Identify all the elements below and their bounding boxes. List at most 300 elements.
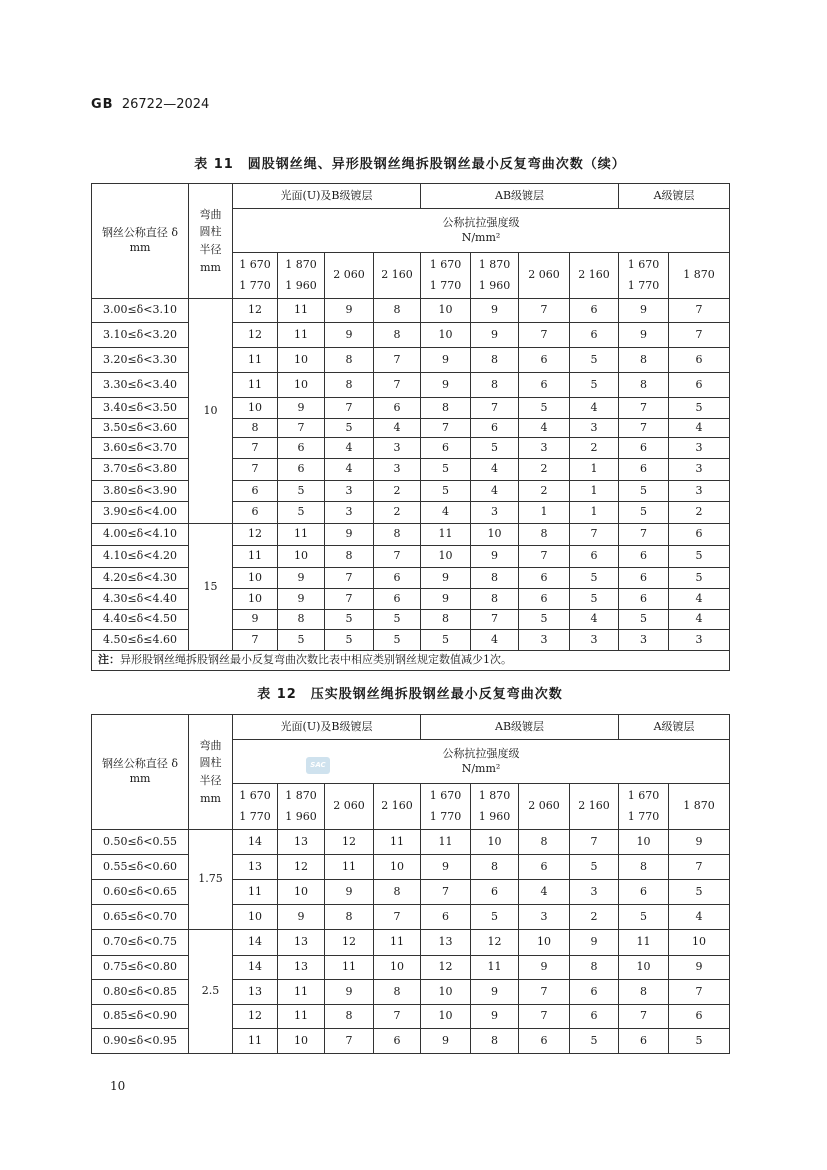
bend-count: 3 [325,481,374,502]
grade-header [233,784,278,830]
table11-caption: 表 11 圆股钢丝绳、异形股钢丝绳拆股钢丝最小反复弯曲次数（续） [194,157,626,172]
bend-count: 13 [278,830,325,855]
bend-count: 4 [570,398,619,419]
bend-count: 3 [669,438,730,459]
diameter-label: 钢丝公称直径 δ [101,226,179,240]
grade-value: 1 770 [627,278,660,292]
bend-count: 4 [471,481,519,502]
diameter-range: 4.20≤δ<4.30 [92,568,189,589]
bend-count: 7 [374,905,421,930]
table-row [92,980,730,1005]
bend-count: 6 [233,481,278,502]
bend-count: 6 [570,323,619,348]
grade-value: 2 160 [381,268,413,282]
bend-count: 11 [421,524,471,546]
bend-count: 5 [421,481,471,502]
grade-value: 1 770 [627,809,660,823]
grade-value: 2 160 [578,268,610,282]
diameter-range: 0.80≤δ<0.85 [92,980,189,1005]
bend-count: 2 [669,502,730,524]
bend-count: 4 [519,419,570,438]
grade-value: 1 870 [478,257,511,271]
bend-count: 8 [325,546,374,568]
bend-count: 14 [233,830,278,855]
diameter-range: 0.70≤δ<0.75 [92,930,189,956]
table-row [92,502,730,524]
bend-count: 7 [325,568,374,589]
bend-count: 10 [278,373,325,398]
bend-count: 12 [421,956,471,980]
bend-count: 3 [619,630,669,651]
grade-value: 1 770 [239,278,271,292]
grade-header [421,253,471,299]
bend-count: 9 [669,830,730,855]
bend-count: 4 [519,880,570,905]
bend-count: 5 [669,546,730,568]
bend-count: 8 [619,348,669,373]
grade-header [325,784,374,830]
table11-note-row [92,651,730,671]
bend-count: 8 [471,373,519,398]
bend-count: 9 [471,1005,519,1029]
bend-count: 5 [619,481,669,502]
bend-count: 11 [278,1005,325,1029]
bend-count: 6 [570,546,619,568]
bend-count: 7 [519,299,570,323]
table-row [92,930,730,956]
diameter-range: 4.00≤δ<4.10 [92,524,189,546]
strength-label: 公称抗拉强度级 [442,746,520,760]
bend-count: 5 [278,502,325,524]
bend-count: 3 [519,905,570,930]
bend-count: 10 [278,546,325,568]
bend-count: 8 [471,568,519,589]
standard-code: GB [91,97,114,112]
bend-count: 7 [619,419,669,438]
bend-count: 8 [374,299,421,323]
radius-header [189,184,233,299]
bend-count: 5 [619,610,669,630]
bend-count: 7 [570,524,619,546]
grade-header [374,253,421,299]
bend-count: 10 [421,299,471,323]
group-header-ab: AB级镀层 [421,715,619,740]
bend-count: 12 [325,930,374,956]
grade-value: 1 870 [285,257,317,271]
bend-count: 5 [325,630,374,651]
bend-count: 9 [278,568,325,589]
grade-value: 1 960 [285,278,317,292]
bend-count: 7 [619,1005,669,1029]
bend-count: 14 [233,930,278,956]
bend-radius: 15 [189,524,233,651]
table-row [92,589,730,610]
bend-count: 7 [570,830,619,855]
bend-count: 10 [421,323,471,348]
bend-count: 8 [374,323,421,348]
bend-count: 6 [374,1029,421,1054]
grade-value: 1 870 [478,788,511,802]
group-header-ab: AB级镀层 [421,184,619,209]
bend-count: 5 [374,610,421,630]
group-header-u-b: 光面(U)及B级镀层 [233,715,421,740]
table-row [92,546,730,568]
bend-count: 7 [325,398,374,419]
bend-count: 8 [278,610,325,630]
bend-count: 6 [619,880,669,905]
bend-count: 12 [278,855,325,880]
sac-watermark-logo: SAC [306,757,330,774]
diameter-range: 0.65≤δ<0.70 [92,905,189,930]
radius-header-line: mm [200,791,221,805]
diameter-range: 0.50≤δ<0.55 [92,830,189,855]
bend-count: 8 [421,610,471,630]
bend-count: 9 [325,980,374,1005]
diameter-label: 钢丝公称直径 δ [101,757,179,771]
bend-count: 9 [471,546,519,568]
bend-count: 6 [669,373,730,398]
bend-count: 6 [570,299,619,323]
grade-header [421,784,471,830]
bend-count: 7 [325,1029,374,1054]
grade-value: 1 670 [429,257,462,271]
bend-count: 7 [519,1005,570,1029]
bend-count: 5 [669,880,730,905]
bend-count: 5 [570,855,619,880]
bend-count: 11 [374,830,421,855]
bend-count: 3 [519,630,570,651]
bend-count: 4 [421,502,471,524]
diameter-range: 0.75≤δ<0.80 [92,956,189,980]
diameter-range: 0.60≤δ<0.65 [92,880,189,905]
bend-count: 8 [325,1005,374,1029]
table12 [91,714,730,1054]
bend-count: 1 [570,459,619,481]
bend-count: 7 [233,630,278,651]
bend-count: 2 [374,502,421,524]
diameter-header [92,715,189,830]
table-row [92,438,730,459]
bend-count: 5 [570,568,619,589]
table-row [92,323,730,348]
bend-count: 11 [278,980,325,1005]
table-row [92,1005,730,1029]
bend-count: 11 [374,930,421,956]
bend-count: 10 [519,930,570,956]
grade-value: 2 060 [333,268,365,282]
diameter-range: 4.30≤δ<4.40 [92,589,189,610]
diameter-range: 4.50≤δ≤4.60 [92,630,189,651]
bend-count: 9 [325,524,374,546]
bend-count: 10 [278,880,325,905]
table-row [92,481,730,502]
bend-count: 10 [669,930,730,956]
grade-value: 1 870 [683,799,715,813]
table-row [92,373,730,398]
bend-count: 8 [471,855,519,880]
bend-count: 5 [570,1029,619,1054]
bend-count: 5 [421,630,471,651]
bend-count: 8 [570,956,619,980]
bend-count: 6 [374,398,421,419]
grade-header [325,253,374,299]
grade-value: 2 060 [528,799,560,813]
table-row [92,630,730,651]
bend-count: 4 [570,610,619,630]
diameter-unit: mm [129,241,151,254]
grade-value: 2 060 [333,799,365,813]
bend-count: 6 [519,1029,570,1054]
bend-count: 3 [374,459,421,481]
diameter-range: 3.20≤δ<3.30 [92,348,189,373]
table-row [92,610,730,630]
grade-value: 1 770 [429,278,462,292]
bend-count: 10 [233,589,278,610]
bend-count: 4 [471,630,519,651]
bend-count: 13 [278,956,325,980]
grade-value: 2 160 [381,799,413,813]
bend-count: 6 [233,502,278,524]
standard-number: 26722—2024 [121,97,210,112]
bend-count: 6 [421,438,471,459]
grade-value: 1 960 [478,278,511,292]
table-row [92,398,730,419]
bend-count: 6 [619,546,669,568]
bend-count: 8 [471,1029,519,1054]
diameter-range: 3.40≤δ<3.50 [92,398,189,419]
diameter-header [92,184,189,299]
diameter-range: 3.60≤δ<3.70 [92,438,189,459]
diameter-range: 4.40≤δ<4.50 [92,610,189,630]
diameter-range: 3.10≤δ<3.20 [92,323,189,348]
grade-header [278,253,325,299]
bend-count: 6 [519,373,570,398]
radius-header-line: 弯曲 [199,738,222,752]
bend-count: 7 [278,419,325,438]
bend-count: 10 [233,398,278,419]
bend-count: 2 [570,905,619,930]
bend-count: 4 [325,438,374,459]
table-row [92,956,730,980]
table-row [92,348,730,373]
table-row [92,880,730,905]
bend-count: 6 [619,438,669,459]
bend-count: 11 [278,524,325,546]
bend-count: 9 [278,398,325,419]
radius-header-line: 半径 [199,774,222,787]
bend-count: 7 [669,323,730,348]
bend-count: 8 [374,880,421,905]
bend-count: 6 [471,880,519,905]
bend-count: 7 [471,398,519,419]
grade-header [669,784,730,830]
grade-value: 1 770 [239,809,271,823]
bend-count: 3 [570,880,619,905]
diameter-range: 3.90≤δ<4.00 [92,502,189,524]
standard-header [91,97,209,112]
grade-header [669,253,730,299]
bend-count: 3 [519,438,570,459]
bend-count: 9 [421,855,471,880]
bend-count: 10 [421,980,471,1005]
bend-count: 2 [519,459,570,481]
bend-count: 7 [421,419,471,438]
bend-count: 7 [421,880,471,905]
bend-count: 6 [278,459,325,481]
bend-count: 10 [278,1029,325,1054]
bend-count: 7 [619,398,669,419]
bend-count: 7 [233,438,278,459]
radius-header-line: 半径 [199,243,222,256]
bend-count: 12 [233,524,278,546]
bend-count: 6 [374,568,421,589]
diameter-range: 3.50≤δ<3.60 [92,419,189,438]
bend-count: 5 [421,459,471,481]
strength-header [233,209,730,253]
bend-count: 8 [421,398,471,419]
grade-header [519,784,570,830]
radius-header [189,715,233,830]
bend-count: 12 [233,299,278,323]
radius-header-line: 弯曲 [199,207,222,221]
grade-value: 1 960 [285,809,317,823]
bend-count: 4 [325,459,374,481]
radius-header-line: 圆柱 [199,756,222,770]
diameter-range: 4.10≤δ<4.20 [92,546,189,568]
diameter-unit: mm [129,772,151,785]
bend-count: 5 [519,610,570,630]
grade-value: 1 670 [239,788,271,802]
bend-count: 11 [233,546,278,568]
group-header-u-b: 光面(U)及B级镀层 [233,184,421,209]
table-row [92,1029,730,1054]
bend-count: 5 [619,905,669,930]
strength-unit: N/mm² [461,761,501,775]
bend-count: 8 [325,373,374,398]
bend-count: 9 [421,373,471,398]
table-row [92,905,730,930]
table12-head-row-1 [92,715,730,740]
note-label: 注： [98,653,120,667]
grade-value: 1 670 [627,788,660,802]
bend-count: 8 [233,419,278,438]
table-row [92,830,730,855]
bend-count: 6 [619,568,669,589]
bend-count: 12 [233,323,278,348]
bend-count: 6 [519,568,570,589]
table-row [92,299,730,323]
table12-caption: 表 12 压实股钢丝绳拆股钢丝最小反复弯曲次数 [257,687,563,702]
table11-note [92,651,730,671]
bend-count: 5 [325,419,374,438]
bend-count: 7 [619,524,669,546]
bend-count: 9 [278,905,325,930]
bend-count: 6 [619,459,669,481]
bend-count: 5 [374,630,421,651]
bend-count: 9 [233,610,278,630]
diameter-range: 3.00≤δ<3.10 [92,299,189,323]
bend-count: 3 [669,630,730,651]
grade-value: 1 770 [429,809,462,823]
bend-radius: 2.5 [189,930,233,1054]
bend-count: 3 [325,502,374,524]
bend-count: 2 [570,438,619,459]
bend-count: 9 [278,589,325,610]
grade-header [233,253,278,299]
bend-count: 7 [233,459,278,481]
bend-count: 8 [471,589,519,610]
bend-count: 3 [669,481,730,502]
bend-radius: 10 [189,299,233,524]
table11 [91,183,730,671]
bend-count: 3 [570,630,619,651]
diameter-range: 3.70≤δ<3.80 [92,459,189,481]
bend-count: 6 [278,438,325,459]
diameter-range: 0.90≤δ<0.95 [92,1029,189,1054]
bend-count: 4 [669,589,730,610]
bend-count: 4 [669,419,730,438]
strength-unit: N/mm² [461,230,501,244]
bend-count: 5 [278,481,325,502]
bend-count: 10 [233,905,278,930]
bend-count: 9 [421,589,471,610]
bend-count: 7 [519,546,570,568]
bend-count: 7 [519,980,570,1005]
grade-value: 1 670 [239,257,271,271]
bend-count: 4 [471,459,519,481]
bend-count: 5 [570,373,619,398]
bend-count: 12 [471,930,519,956]
bend-count: 11 [233,880,278,905]
bend-count: 11 [233,348,278,373]
table-row [92,568,730,589]
table-row [92,855,730,880]
bend-count: 11 [471,956,519,980]
bend-count: 7 [669,855,730,880]
bend-count: 7 [374,1005,421,1029]
bend-count: 10 [471,524,519,546]
bend-count: 5 [570,589,619,610]
bend-count: 5 [278,630,325,651]
bend-count: 8 [374,524,421,546]
bend-count: 10 [278,348,325,373]
bend-count: 5 [669,1029,730,1054]
grade-value: 2 060 [528,268,560,282]
bend-count: 3 [669,459,730,481]
group-header-a: A级镀层 [619,715,730,740]
grade-header [619,784,669,830]
bend-count: 1 [519,502,570,524]
diameter-range: 3.80≤δ<3.90 [92,481,189,502]
bend-count: 11 [278,299,325,323]
bend-count: 8 [619,980,669,1005]
grade-header [278,784,325,830]
radius-header-line: 圆柱 [199,225,222,239]
bend-count: 3 [374,438,421,459]
bend-count: 9 [570,930,619,956]
bend-count: 9 [471,299,519,323]
table-row [92,459,730,481]
table-row [92,524,730,546]
bend-count: 4 [669,905,730,930]
bend-count: 10 [619,830,669,855]
diameter-range: 0.85≤δ<0.90 [92,1005,189,1029]
grade-header [374,784,421,830]
bend-count: 13 [278,930,325,956]
bend-count: 7 [669,980,730,1005]
grade-header [570,784,619,830]
bend-count: 9 [619,323,669,348]
